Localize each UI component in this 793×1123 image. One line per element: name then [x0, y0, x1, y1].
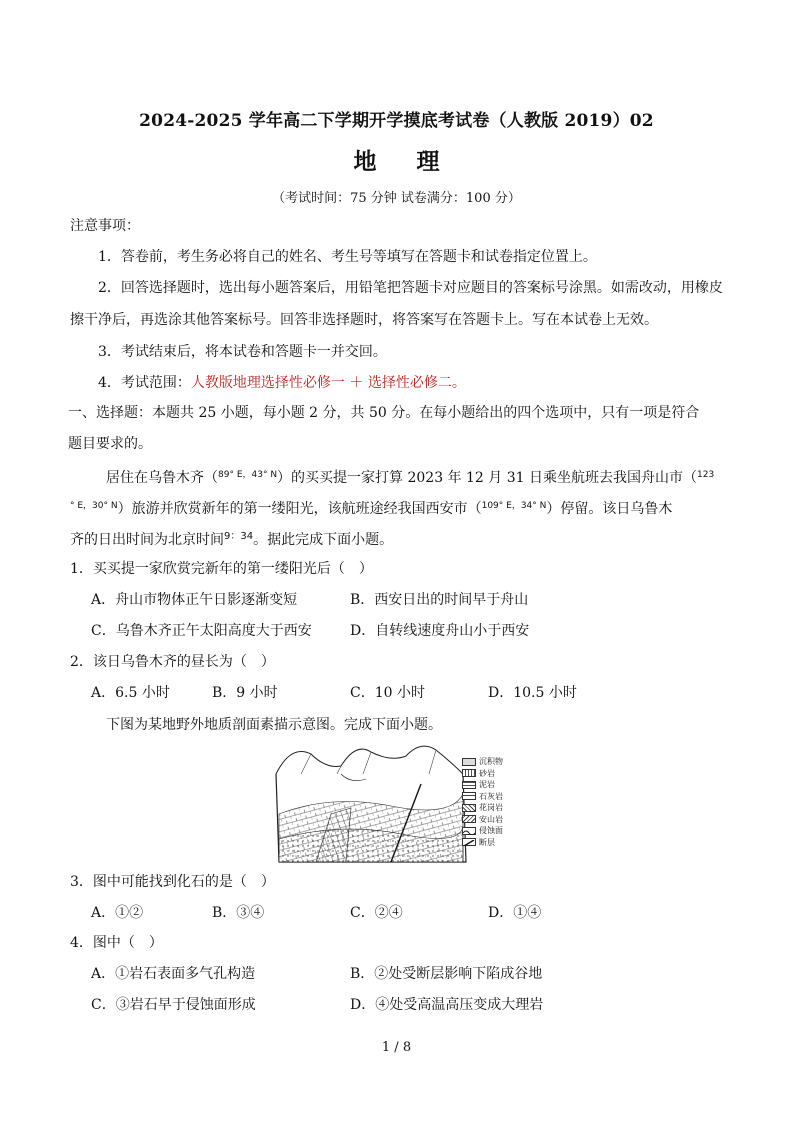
legend-swatch	[462, 769, 476, 777]
geologic-section-figure	[271, 744, 517, 866]
legend-swatch	[462, 758, 476, 766]
q2-option-a[interactable]: A．6.5 小时	[91, 685, 170, 701]
legend-label: 断层	[479, 837, 495, 847]
legend-label: 沉积物	[479, 757, 503, 767]
legend-swatch	[462, 804, 476, 812]
q4-option-a[interactable]: A．①岩石表面多气孔构造	[91, 966, 256, 982]
notice-item-3: 3．考试结束后，将本试卷和答题卡一并交回。	[98, 344, 387, 360]
exam-info: （考试时间：75 分钟 试卷满分：100 分）	[272, 191, 521, 206]
notice-item-2-cont: 擦干净后，再选涂其他答案标号。回答非选择题时，将答案写在答题卡上。写在本试卷上无效。	[70, 312, 658, 328]
q2-option-b[interactable]: B．9 小时	[212, 685, 278, 701]
legend-label: 安山岩	[479, 814, 503, 824]
passage-text: ）的买买提一家打算 2023 年 12 月 31 日乘坐航班去我国舟山市（	[277, 470, 698, 486]
legend-swatch	[462, 792, 476, 800]
section-heading-cont: 题目要求的。	[68, 436, 152, 452]
figure-legend	[462, 756, 532, 848]
legend-label: 侵蚀面	[479, 826, 503, 836]
q3-option-a[interactable]: A．①②	[91, 905, 144, 921]
legend-limestone	[462, 791, 532, 803]
q4-stem: 4．图中（ ）	[70, 935, 163, 951]
q4-option-c[interactable]: C．③岩石早于侵蚀面形成	[91, 997, 256, 1013]
q2-stem: 2．该日乌鲁木齐的昼长为（ ）	[70, 654, 275, 670]
passage-text: 居住在乌鲁木齐（	[106, 470, 218, 486]
q4-option-b[interactable]: B．②处受断层影响下陷成谷地	[350, 966, 543, 982]
legend-erosion-surface	[462, 825, 532, 837]
legend-label: 砂岩	[479, 768, 495, 778]
passage1-line2	[70, 496, 672, 519]
q3-stem: 3．图中可能找到化石的是（ ）	[70, 874, 275, 890]
legend-swatch	[462, 781, 476, 789]
q1-option-c[interactable]: C．乌鲁木齐正午太阳高度大于西安	[91, 623, 312, 639]
notice-item-4	[98, 373, 466, 393]
q3-option-d[interactable]: D．①④	[488, 905, 542, 921]
passage1-line3	[70, 527, 393, 550]
q2-option-d[interactable]: D．10.5 小时	[488, 685, 577, 701]
legend-mudstone	[462, 779, 532, 791]
legend-swatch	[462, 815, 476, 823]
q1-option-b[interactable]: B．西安日出的时间早于舟山	[350, 592, 529, 608]
legend-sandstone	[462, 768, 532, 780]
urumqi-coord: 89° E，43° N	[218, 470, 278, 480]
section-heading: 一、选择题：本题共 25 小题，每小题 2 分，共 50 分。在每小题给出的四个选项中，只有一项是符合	[68, 405, 700, 421]
passage-text: 。据此完成下面小题。	[253, 532, 394, 548]
subject-title: 地理	[353, 148, 480, 175]
passage-text: ）旅游并欣赏新年的第一缕阳光，该航班途经我国西安市（	[117, 501, 482, 517]
page-number: 1 / 8	[381, 1040, 412, 1055]
sunrise-time: 9：34	[224, 531, 254, 542]
exam-title: 2024-2025 学年高二下学期开学摸底考试卷（人教版 2019）02	[139, 111, 654, 131]
q1-option-a[interactable]: A．舟山市物体正午日影逐渐变短	[91, 592, 298, 608]
xian-coord: 109° E，34° N	[481, 501, 547, 511]
passage2: 下图为某地野外地质剖面素描示意图。完成下面小题。	[106, 717, 442, 733]
q1-stem: 1．买买提一家欣赏完新年的第一缕阳光后（ ）	[70, 561, 373, 577]
legend-granite	[462, 802, 532, 814]
passage-text: 齐的日出时间为北京时间	[70, 532, 224, 548]
legend-label: 泥岩	[479, 780, 495, 790]
notice-item-1: 1．答卷前，考生务必将自己的姓名、考生号等填写在答题卡和试卷指定位置上。	[98, 249, 597, 265]
legend-sediment	[462, 756, 532, 768]
legend-swatch	[462, 838, 476, 846]
legend-andesite	[462, 814, 532, 826]
passage-text: ）停留。该日乌鲁木	[546, 501, 673, 517]
q2-option-c[interactable]: C．10 小时	[350, 685, 425, 701]
notice-heading: 注意事项：	[70, 218, 140, 234]
q4-option-d[interactable]: D．④处受高温高压变成大理岩	[350, 997, 544, 1013]
q3-option-c[interactable]: C．②④	[350, 905, 403, 921]
q3-option-b[interactable]: B．③④	[212, 905, 265, 921]
legend-swatch	[462, 827, 476, 835]
exam-range: 人教版地理选择性必修一 ＋ 选择性必修二。	[190, 375, 466, 391]
legend-label: 花岗岩	[479, 803, 503, 813]
notice-item-4-prefix: 4．考试范围：	[98, 375, 191, 391]
zhoushan-coord: ° E，30° N	[70, 501, 118, 511]
legend-fault	[462, 837, 532, 849]
zhoushan-lon: 123	[697, 470, 715, 480]
q1-option-d[interactable]: D．自转线速度舟山小于西安	[350, 623, 530, 639]
notice-item-2: 2．回答选择题时，选出每小题答案后，用铅笔把答题卡对应题目的答案标号涂黑。如需改动，用橡皮	[98, 280, 723, 296]
passage1-line1	[106, 465, 714, 488]
legend-label: 石灰岩	[479, 791, 503, 801]
